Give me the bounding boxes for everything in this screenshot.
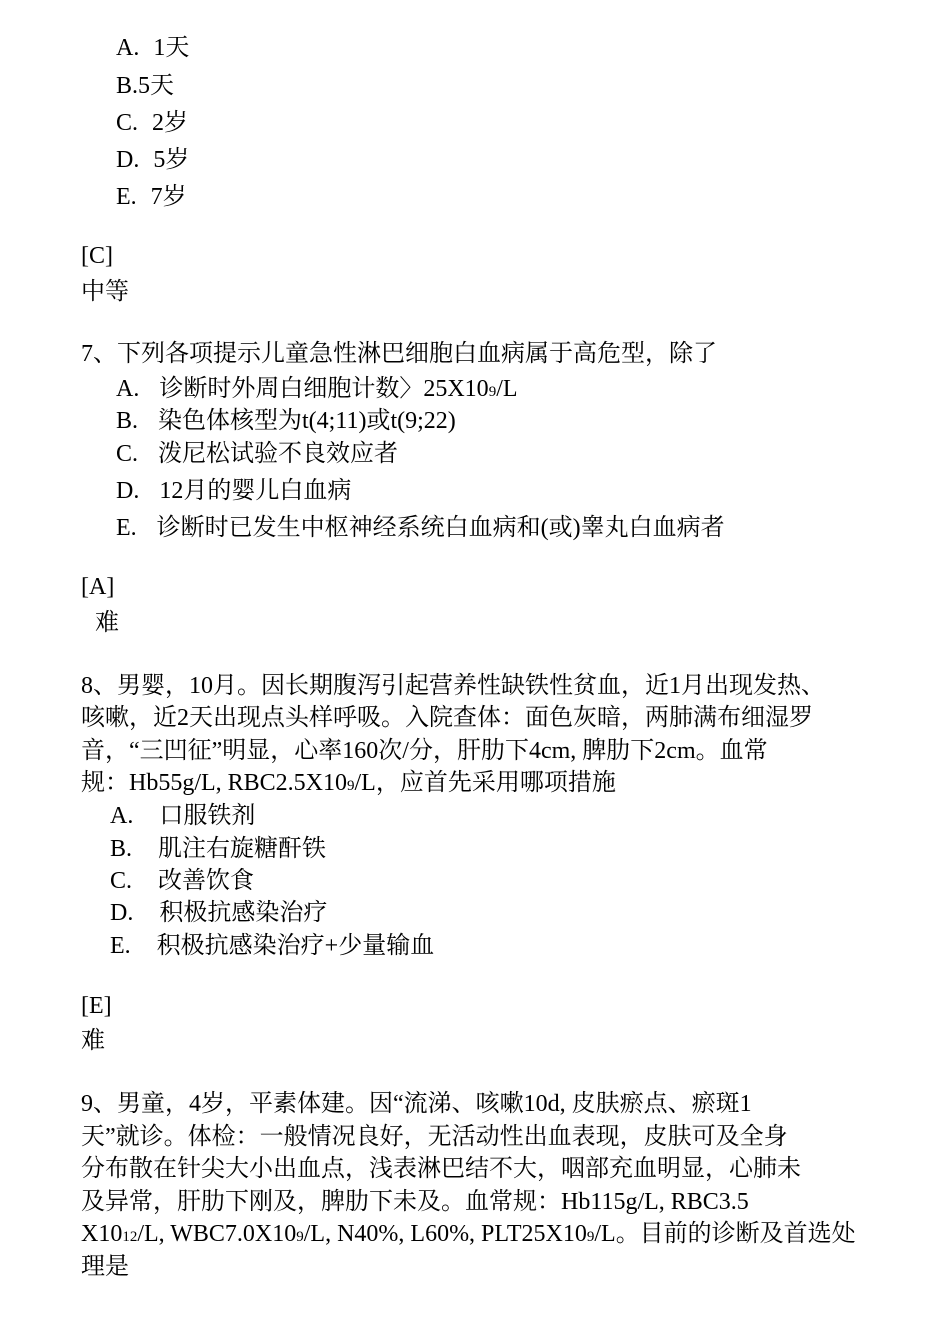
q8-option-b [110,833,326,865]
q7-option-a [116,373,518,405]
option-label: C. [110,868,133,894]
q7-option-d [116,475,351,507]
stem-text: /L, N40%, L60%, PLT25X10 [303,1221,587,1247]
stem-text: X10 [81,1221,123,1247]
option-text-tail: /L [496,376,518,402]
option-label: E. [116,184,137,210]
option-label: A. [110,803,134,829]
stem-text: 规：Hb55g/L, RBC2.5X10 [81,770,348,796]
superscript: 12 [122,1229,138,1245]
option-text: 口服铁剂 [159,803,256,829]
q8-answer: [E] [81,993,112,1019]
option-label: B. [110,836,133,862]
option-text: 积极抗感染治疗 [159,900,328,926]
option-text: 2岁 [152,110,189,136]
option-label: E. [110,933,131,959]
q8-stem-line-4 [81,767,616,799]
q6-difficulty: 中等 [81,279,129,305]
q9-stem-line-4: 及异常，肝肋下刚及，脾肋下未及。血常规：Hb115g/L, RBC3.5 [81,1189,749,1215]
option-label: B. [116,408,139,434]
q6-option-c [116,107,188,139]
option-text: 诊断时外周白细胞计数〉25X10 [159,376,489,402]
option-text: 积极抗感染治疗+少量输血 [156,933,435,959]
q8-option-c [110,865,254,897]
q7-option-c [116,438,398,470]
option-label: C. [116,110,139,136]
option-text: 改善饮食 [158,868,255,894]
option-text: 12月的婴儿白血病 [159,478,352,504]
stem-text: /L。目前的诊断及首选处 [594,1221,856,1247]
option-text: 诊断时已发生中枢神经系统白血病和(或)睾丸白血病者 [156,515,725,541]
q8-difficulty: 难 [81,1028,105,1054]
q9-stem-line-5 [81,1218,856,1250]
option-label: D. [110,900,134,926]
option-label: C. [116,441,139,467]
q7-option-b [116,405,456,437]
option-label: A. [116,35,140,61]
option-text: 染色体核型为t(4;11)或t(9;22) [158,408,456,434]
q7-stem: 7、下列各项提示儿童急性淋巴细胞白血病属于高危型，除了 [81,341,717,367]
option-text: 7岁 [150,184,187,210]
q8-stem-line-2: 咳嗽，近2天出现点头样呼吸。入院查体：面色灰暗，两肺满布细湿罗 [81,705,813,731]
option-text: 肌注右旋糖酐铁 [158,836,327,862]
q8-option-a [110,800,255,832]
superscript: 9 [296,1229,304,1245]
option-label: D. [116,147,140,173]
superscript: 9 [586,1229,595,1245]
q8-option-e [110,930,434,962]
q6-option-b [116,70,174,102]
q9-stem-line-1: 9、男童，4岁，平素体建。因“流涕、咳嗽10d, 皮肤瘀点、瘀斑1 [81,1091,752,1117]
q7-difficulty: 难 [95,610,119,636]
option-text: 天 [150,73,175,99]
q8-stem-line-3: 音，“三凹征”明显，心率160次/分，肝肋下4cm, 脾肋下2cm。血常 [81,738,768,764]
q6-answer: [C] [81,243,113,269]
q9-stem-line-2: 天”就诊。体检：一般情况良好，无活动性出血表现，皮肤可及全身 [81,1124,788,1150]
superscript: 9 [347,778,355,794]
option-label: E. [116,515,137,541]
option-text: 泼尼松试验不良效应者 [158,441,399,467]
option-label: A. [116,376,140,402]
q7-answer: [A] [81,574,115,600]
stem-text: /L, WBC7.0X10 [137,1221,297,1247]
q9-stem-line-3: 分布散在针尖大小出血点，浅表淋巴结不大，咽部充血明显，心肺未 [81,1156,801,1182]
q9-stem-line-6: 理是 [81,1254,129,1280]
option-label: B.5 [116,73,151,99]
q6-option-d [116,144,189,176]
option-label: D. [116,478,140,504]
option-text: 1天 [153,35,190,61]
q6-option-e [116,181,187,213]
q8-stem-line-1: 8、男婴，10月。因长期腹泻引起营养性缺铁性贫血，近1月出现发热、 [81,673,825,699]
stem-text-tail: /L，应首先采用哪项措施 [354,770,616,796]
q8-option-d [110,897,327,929]
option-text: 5岁 [153,147,190,173]
q7-option-e [116,512,725,544]
superscript: 9 [488,384,497,400]
q6-option-a [116,32,189,64]
